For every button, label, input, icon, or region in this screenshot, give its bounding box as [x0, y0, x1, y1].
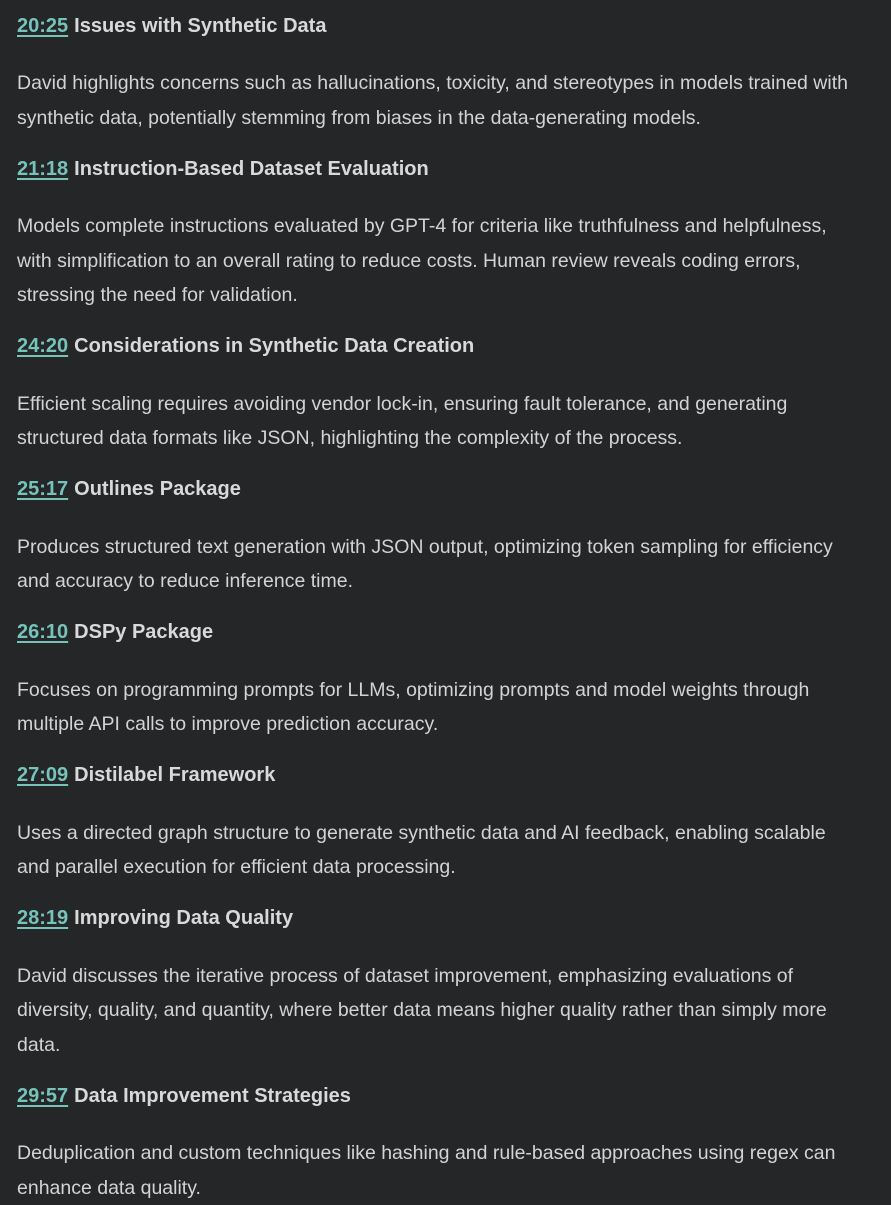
section-heading [17, 327, 861, 367]
section-heading [17, 613, 861, 653]
timestamp-link[interactable]: 21:18 [17, 157, 69, 180]
summary-section [17, 899, 861, 1063]
section-title: Distilabel Framework [74, 764, 276, 786]
timestamp-link[interactable]: 24:20 [17, 335, 69, 357]
section-title: Improving Data Quality [74, 907, 294, 929]
section-heading [17, 756, 861, 796]
section-description: Efficient scaling requires avoiding vendor lock-in, ensuring fault tolerance, and generating structured data formats like JSON, highlighting the complexity of the process. [17, 392, 788, 449]
section-heading [17, 1076, 861, 1116]
summary-section [17, 756, 861, 885]
summary-section [17, 613, 861, 742]
section-description: Models complete instructions evaluated by GPT-4 for criteria like truthfulness and helpfulness, with simplification to an overall rating to reduce costs. Human review reveals coding errors, stressing the need for validation. [17, 215, 827, 306]
timestamp-link[interactable]: 27:09 [17, 764, 69, 786]
section-title: Data Improvement Strategies [74, 1084, 351, 1107]
section-heading [17, 470, 861, 510]
summary-section [17, 470, 861, 599]
section-description: Deduplication and custom techniques like hashing and rule-based approaches using regex can enhance data quality. [17, 1142, 836, 1199]
timestamp-link[interactable]: 28:19 [17, 907, 69, 929]
section-description: David highlights concerns such as hallucinations, toxicity, and stereotypes in models trained with synthetic data, potentially stemming from biases in the data-generating models. [17, 72, 848, 129]
timestamp-link[interactable]: 25:17 [17, 478, 69, 500]
section-description: David discusses the iterative process of dataset improvement, emphasizing evaluations of diversity, quality, and quantity, where better data means higher quality rather than simply more data. [17, 964, 827, 1056]
timestamp-link[interactable]: 29:57 [17, 1084, 69, 1107]
summary-section [17, 6, 861, 135]
timestamp-link[interactable]: 26:10 [17, 621, 69, 643]
section-heading [17, 899, 861, 939]
section-title: DSPy Package [74, 621, 214, 643]
section-heading [17, 149, 861, 189]
section-title: Outlines Package [74, 478, 241, 500]
section-title: Considerations in Synthetic Data Creation [74, 335, 475, 357]
summary-section [17, 1076, 861, 1205]
summary-section [17, 327, 861, 456]
section-title: Issues with Synthetic Data [74, 14, 327, 37]
section-title: Instruction-Based Dataset Evaluation [74, 157, 429, 180]
section-heading [17, 6, 861, 46]
timestamp-link[interactable]: 20:25 [17, 14, 69, 37]
summary-section [17, 149, 861, 313]
section-description: Uses a directed graph structure to generate synthetic data and AI feedback, enabling scalable and parallel execution for efficient data processing. [17, 821, 826, 878]
section-description: Focuses on programming prompts for LLMs, optimizing prompts and model weights through multiple API calls to improve prediction accuracy. [17, 678, 810, 735]
section-description: Produces structured text generation with JSON output, optimizing token sampling for efficiency and accuracy to reduce inference time. [17, 535, 833, 592]
